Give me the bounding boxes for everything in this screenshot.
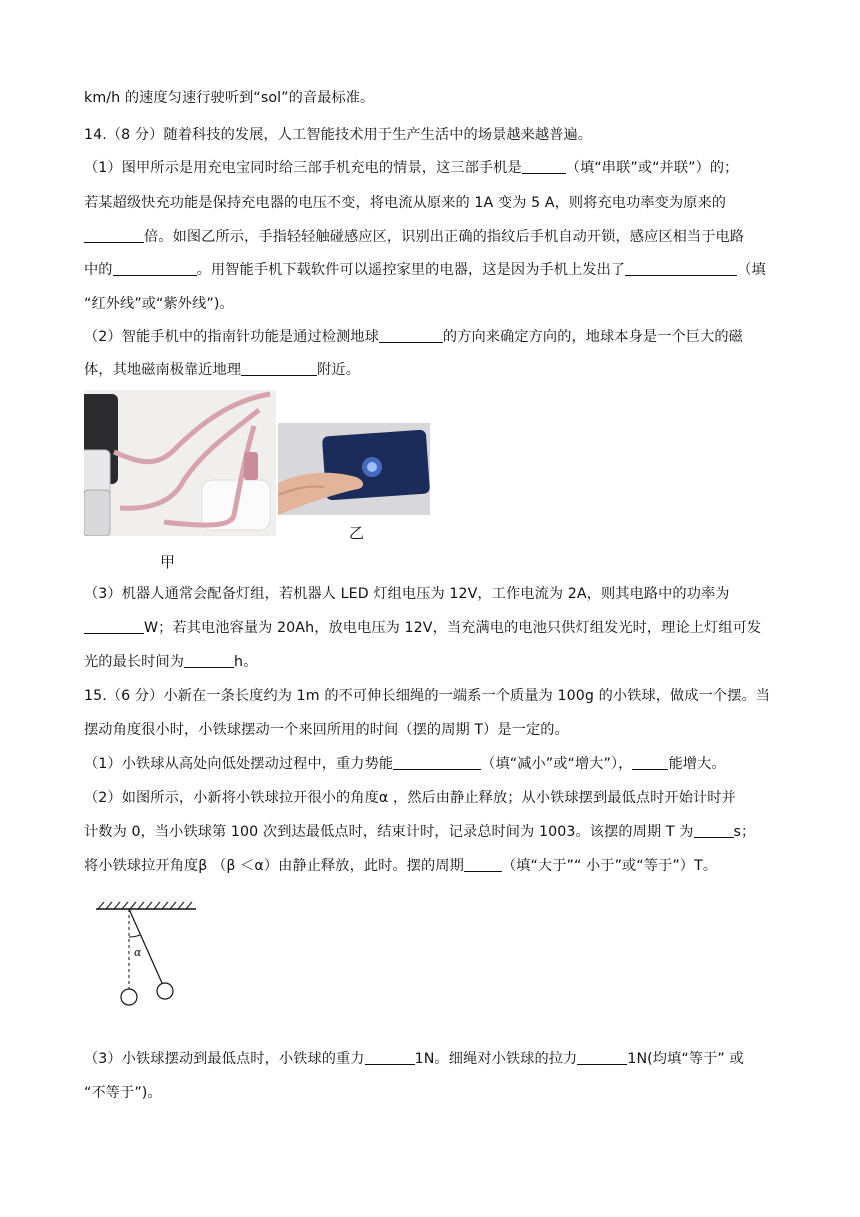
- text-span: 的方向来确定方向的，地球本身是一个巨大的磁: [442, 329, 743, 345]
- text-span: （3）机器人通常会配备灯组，若机器人 LED 灯组电压为 12V，工作电流为 2A，则其电路中的功率为: [84, 586, 730, 602]
- text-span: 体，其地磁南极靠近地理: [84, 362, 242, 378]
- text-line: [84, 227, 820, 247]
- text-line: [84, 1049, 820, 1069]
- text-line: [84, 88, 820, 108]
- text-span: 附近。: [317, 362, 361, 378]
- angle-arc: [129, 935, 140, 937]
- text-line: [84, 158, 820, 178]
- text-span: 能增大。: [668, 756, 726, 772]
- answer-blank[interactable]: [694, 823, 734, 838]
- text-line: [84, 193, 820, 213]
- text-span: “红外线”或“紫外线”)。: [84, 296, 234, 312]
- text-line: [84, 260, 820, 280]
- answer-blank[interactable]: [625, 261, 737, 276]
- text-line: [84, 1083, 820, 1103]
- fingerprint-phone-illustration: [278, 423, 430, 515]
- text-line: [84, 720, 820, 740]
- answer-blank[interactable]: [365, 1050, 415, 1065]
- text-line: [84, 652, 820, 672]
- text-span: 计数为 0，当小铁球第 100 次到达最低点时，结束计时，记录总时间为 1003。该摆的周期 T 为: [84, 824, 694, 840]
- text-line: [84, 754, 820, 774]
- text-span: s；: [733, 824, 756, 840]
- text-span: （1）小铁球从高处向低处摆动过程中，重力势能: [84, 756, 394, 772]
- text-span: （1）图甲所示是用充电宝同时给三部手机充电的情景，这三部手机是: [84, 160, 522, 176]
- answer-blank[interactable]: [113, 261, 197, 276]
- text-line: [84, 822, 820, 842]
- answer-blank[interactable]: [632, 755, 668, 770]
- text-line: [84, 360, 820, 380]
- text-span: 14.（8 分）随着科技的发展，人工智能技术用于生产生活中的场景越来越普遍。: [84, 127, 593, 143]
- text-span: （2）智能手机中的指南针功能是通过检测地球: [84, 329, 379, 345]
- text-span: km/h 的速度匀速行驶听到“sol”的音最标准。: [84, 90, 375, 106]
- answer-blank[interactable]: [393, 755, 481, 770]
- power-bank-illustration: [84, 390, 276, 536]
- figure-caption-jia: 甲: [160, 553, 176, 571]
- text-span: 光的最长时间为: [84, 654, 185, 670]
- text-span: （填: [737, 262, 766, 278]
- text-span: “不等于”)。: [84, 1085, 162, 1101]
- figure-jia-power-bank-photo: [84, 390, 276, 536]
- figure-caption-yi: 乙: [349, 524, 365, 542]
- text-line: [84, 856, 820, 876]
- pendulum-svg: [92, 895, 202, 1010]
- text-span: （填“串联”或“并联”）的；: [565, 160, 739, 176]
- text-line: [84, 788, 820, 808]
- text-span: 若某超级快充功能是保持充电器的电压不变，将电流从原来的 1A 变为 5 A，则将充电功率变为原来的: [84, 195, 727, 211]
- text-line: [84, 618, 820, 638]
- text-span: W；若其电池容量为 20Ah，放电电压为 12V，当充满电的电池只供灯组发光时，理论上灯组可发: [144, 620, 762, 636]
- text-span: 将小铁球拉开角度β （β ＜α）由静止释放，此时。摆的周期: [84, 858, 464, 874]
- text-span: （2）如图所示，小新将小铁球拉开很小的角度α ，然后由静止释放；从小铁球摆到最低点时开始计时并: [84, 790, 736, 806]
- question-15-title: [84, 686, 820, 706]
- alpha-label: α: [134, 946, 142, 959]
- text-line: [84, 294, 820, 314]
- text-span: （填“大于”“ 小于”或“等于”）T。: [501, 858, 718, 874]
- text-span: （填“减小”或“增大”），: [481, 756, 633, 772]
- text-line: [84, 327, 820, 347]
- text-span: 15.（6 分）小新在一条长度约为 1m 的不可伸长细绳的一端系一个质量为 100g 的小铁球，做成一个摆。当: [84, 688, 771, 704]
- answer-blank[interactable]: [522, 159, 566, 174]
- text-span: （3）小铁球摆动到最低点时，小铁球的重力: [84, 1051, 365, 1067]
- answer-blank[interactable]: [577, 1050, 627, 1065]
- answer-blank[interactable]: [184, 653, 234, 668]
- text-span: 摆动角度很小时，小铁球摆动一个来回所用的时间（摆的周期 T）是一定的。: [84, 722, 569, 738]
- text-span: 1N(均填“等于” 或: [627, 1051, 744, 1067]
- text-span: h。: [234, 654, 258, 670]
- text-line: [84, 584, 820, 604]
- answer-blank[interactable]: [84, 619, 144, 634]
- answer-blank[interactable]: [241, 361, 317, 376]
- answer-blank[interactable]: [379, 328, 443, 343]
- figure-yi-fingerprint-photo: [278, 423, 430, 515]
- ceiling-hatching: [98, 902, 192, 909]
- question-14-title: [84, 125, 820, 145]
- answer-blank[interactable]: [464, 857, 502, 872]
- ball-rest: [121, 989, 137, 1005]
- ball-displaced: [157, 983, 173, 999]
- text-span: 1N。细绳对小铁球的拉力: [414, 1051, 578, 1067]
- text-span: 。用智能手机下载软件可以遥控家里的电器，这是因为手机上发出了: [196, 262, 626, 278]
- pendulum-diagram: [92, 895, 202, 1010]
- answer-blank[interactable]: [84, 228, 144, 243]
- text-span: 中的: [84, 262, 113, 278]
- text-span: 倍。如图乙所示，手指轻轻触碰感应区，识别出正确的指纹后手机自动开锁，感应区相当于电路: [144, 229, 745, 245]
